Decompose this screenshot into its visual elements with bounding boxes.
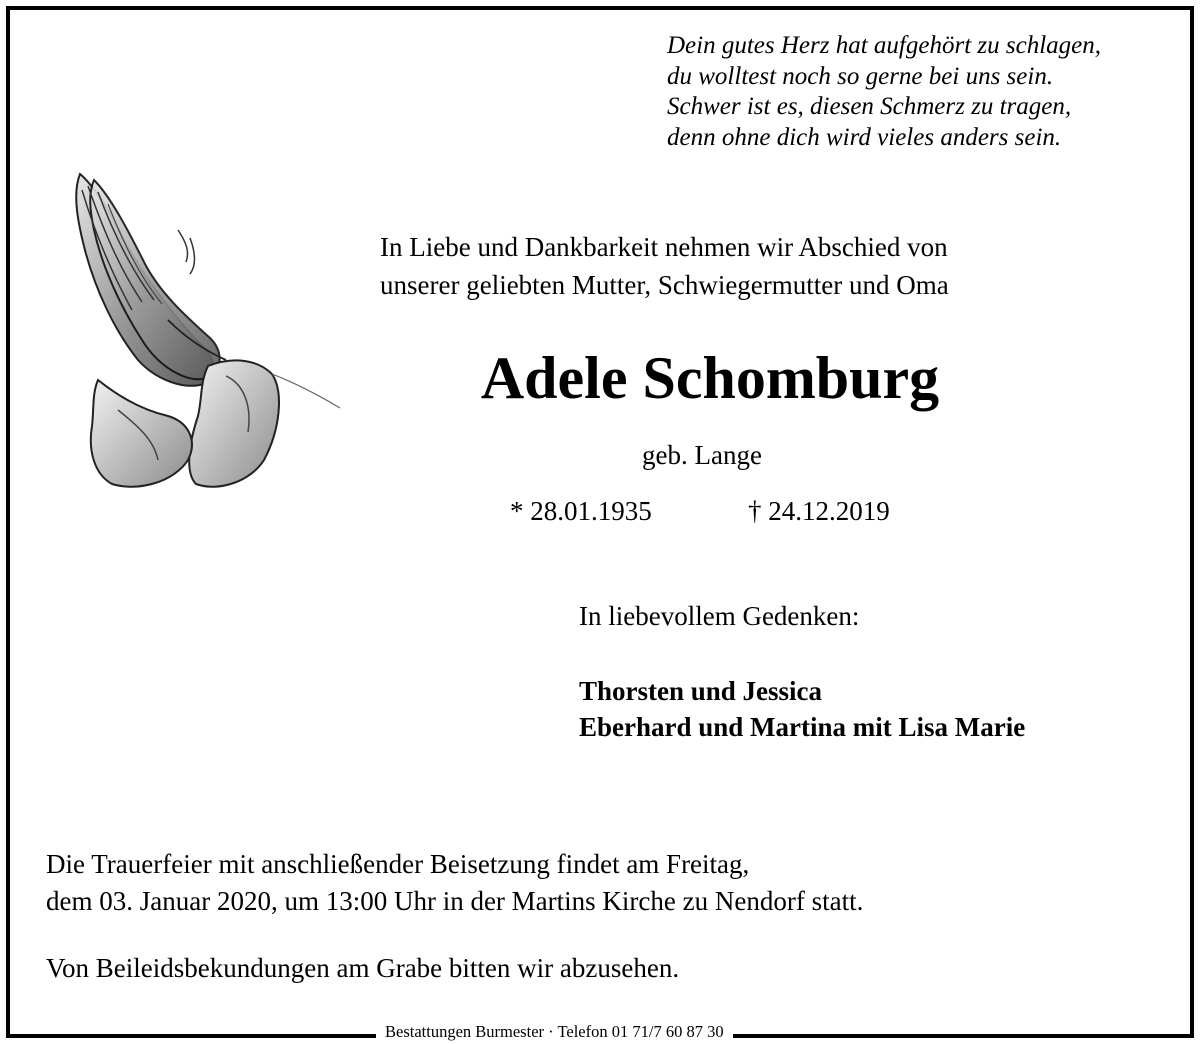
poem-line: Dein gutes Herz hat aufgehört zu schlagen, [667, 32, 1101, 59]
intro-line: unserer geliebten Mutter, Schwiegermutter und Oma [380, 270, 949, 300]
birth-date: * 28.01.1935 [510, 496, 652, 526]
condolence-note: Von Beileidsbekundungen am Grabe bitten wir abzusehen. [46, 953, 680, 983]
mourners-list [579, 673, 1025, 745]
mourner-name: Eberhard und Martina mit Lisa Marie [579, 712, 1026, 742]
funeral-info [46, 846, 863, 920]
poem-line: denn ohne dich wird vieles anders sein. [667, 123, 1062, 151]
poem [667, 31, 1101, 153]
deceased-name: Adele Schomburg [480, 345, 940, 411]
intro-text [380, 228, 949, 304]
praying-hands-icon [58, 170, 343, 500]
poem-line: du wolltest noch so gerne bei uns sein. [667, 62, 1054, 90]
funeral-line: Die Trauerfeier mit anschließender Beisetzung findet am Freitag, [46, 849, 750, 879]
intro-line: In Liebe und Dankbarkeit nehmen wir Abschied von [380, 232, 948, 262]
death-date: † 24.12.2019 [748, 496, 890, 526]
mourner-name: Thorsten und Jessica [579, 676, 823, 706]
memory-heading: In liebevollem Gedenken: [579, 601, 860, 631]
maiden-name: geb. Lange [642, 440, 762, 470]
footer-credit: Bestattungen Burmester · Telefon 01 71/7 60 87 30 [376, 1021, 733, 1043]
funeral-line: dem 03. Januar 2020, um 13:00 Uhr in der Martins Kirche zu Nendorf statt. [46, 886, 864, 916]
poem-line: Schwer ist es, diesen Schmerz zu tragen, [667, 93, 1072, 120]
